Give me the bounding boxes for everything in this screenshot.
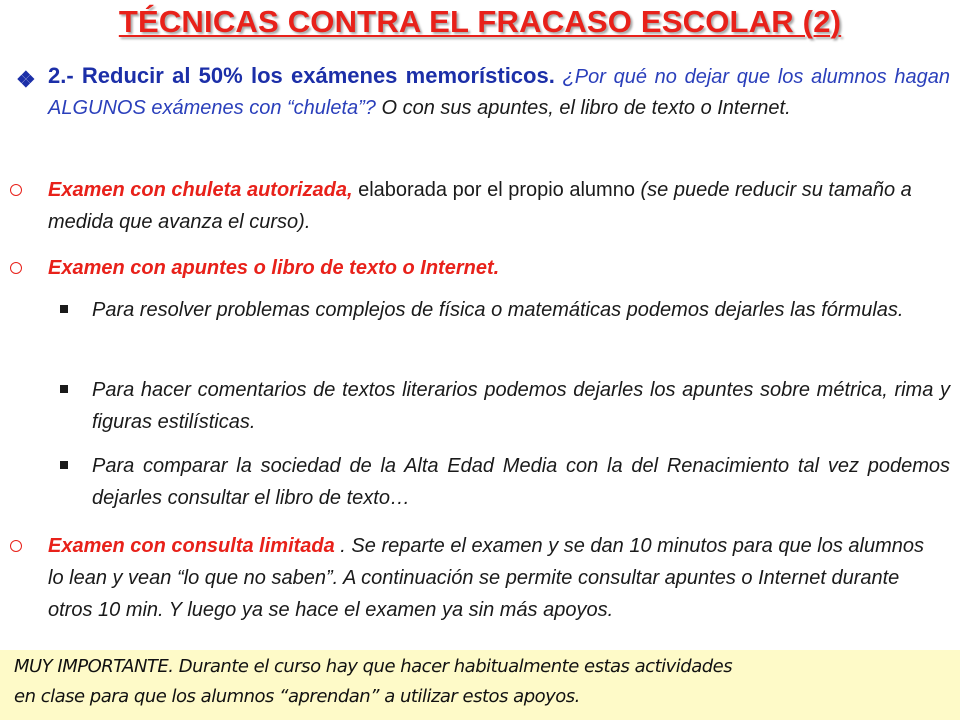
note-line-2: en clase para que los alumnos “aprendan” a utilizar estos apoyos. (14, 686, 580, 707)
item-lead: Examen con chuleta autorizada, (48, 179, 353, 201)
square-bullet-icon (60, 305, 68, 313)
note-line-1: MUY IMPORTANTE. Durante el curso hay que hacer habitualmente estas actividades (14, 656, 733, 677)
square-bullet-icon (60, 461, 68, 469)
item-lead: Examen con apuntes o libro de texto o Internet. (48, 257, 500, 279)
item-lead: Examen con consulta limitada (48, 535, 335, 557)
slide-title: TÉCNICAS CONTRA EL FRACASO ESCOLAR (2) (118, 4, 842, 39)
intro-paragraph (16, 60, 950, 124)
sub-item-text: Para hacer comentarios de textos literarios podemos dejarles los apuntes sobre métrica, rima y figuras estilísticas. (92, 379, 950, 433)
item-italic: . Se reparte el examen y se dan 10 minutos para que los alumnos lo lean y vean “lo que no saben”. A continuación se permite consultar apuntes o Internet durante otros 10 min. Y luego ya se hace el examen ya sin más apoyos. (48, 535, 924, 621)
important-note-box (0, 650, 960, 720)
sub-item-fisica (92, 294, 950, 326)
item-italic: (se puede reducir su tamaño a medida que avanza el curso). (48, 179, 912, 233)
diamond-bullet-icon: ❖ (16, 67, 36, 92)
sub-item-historia (92, 450, 950, 514)
intro-question: ¿Por qué no dejar que los alumnos hagan ALGUNOS exámenes con “chuleta”? (48, 66, 950, 119)
list-item-consulta (48, 530, 928, 626)
intro-heading: 2.- Reducir al 50% los exámenes memorísticos. (48, 63, 555, 88)
square-bullet-icon (60, 385, 68, 393)
circle-bullet-icon (10, 184, 22, 196)
circle-bullet-icon (10, 262, 22, 274)
list-item-apuntes (48, 252, 928, 284)
sub-item-literatura (92, 374, 950, 438)
circle-bullet-icon (10, 540, 22, 552)
sub-item-text: Para resolver problemas complejos de física o matemáticas podemos dejarles las fórmulas. (92, 299, 904, 321)
important-note-text (14, 652, 954, 712)
intro-rest: O con sus apuntes, el libro de texto o Internet. (381, 97, 791, 119)
item-text: elaborada por el propio alumno (352, 179, 635, 201)
list-item-chuleta (48, 174, 928, 238)
sub-item-text: Para comparar la sociedad de la Alta Edad Media con la del Renacimiento tal vez podemos dejarles consultar el libro de texto… (92, 455, 950, 509)
